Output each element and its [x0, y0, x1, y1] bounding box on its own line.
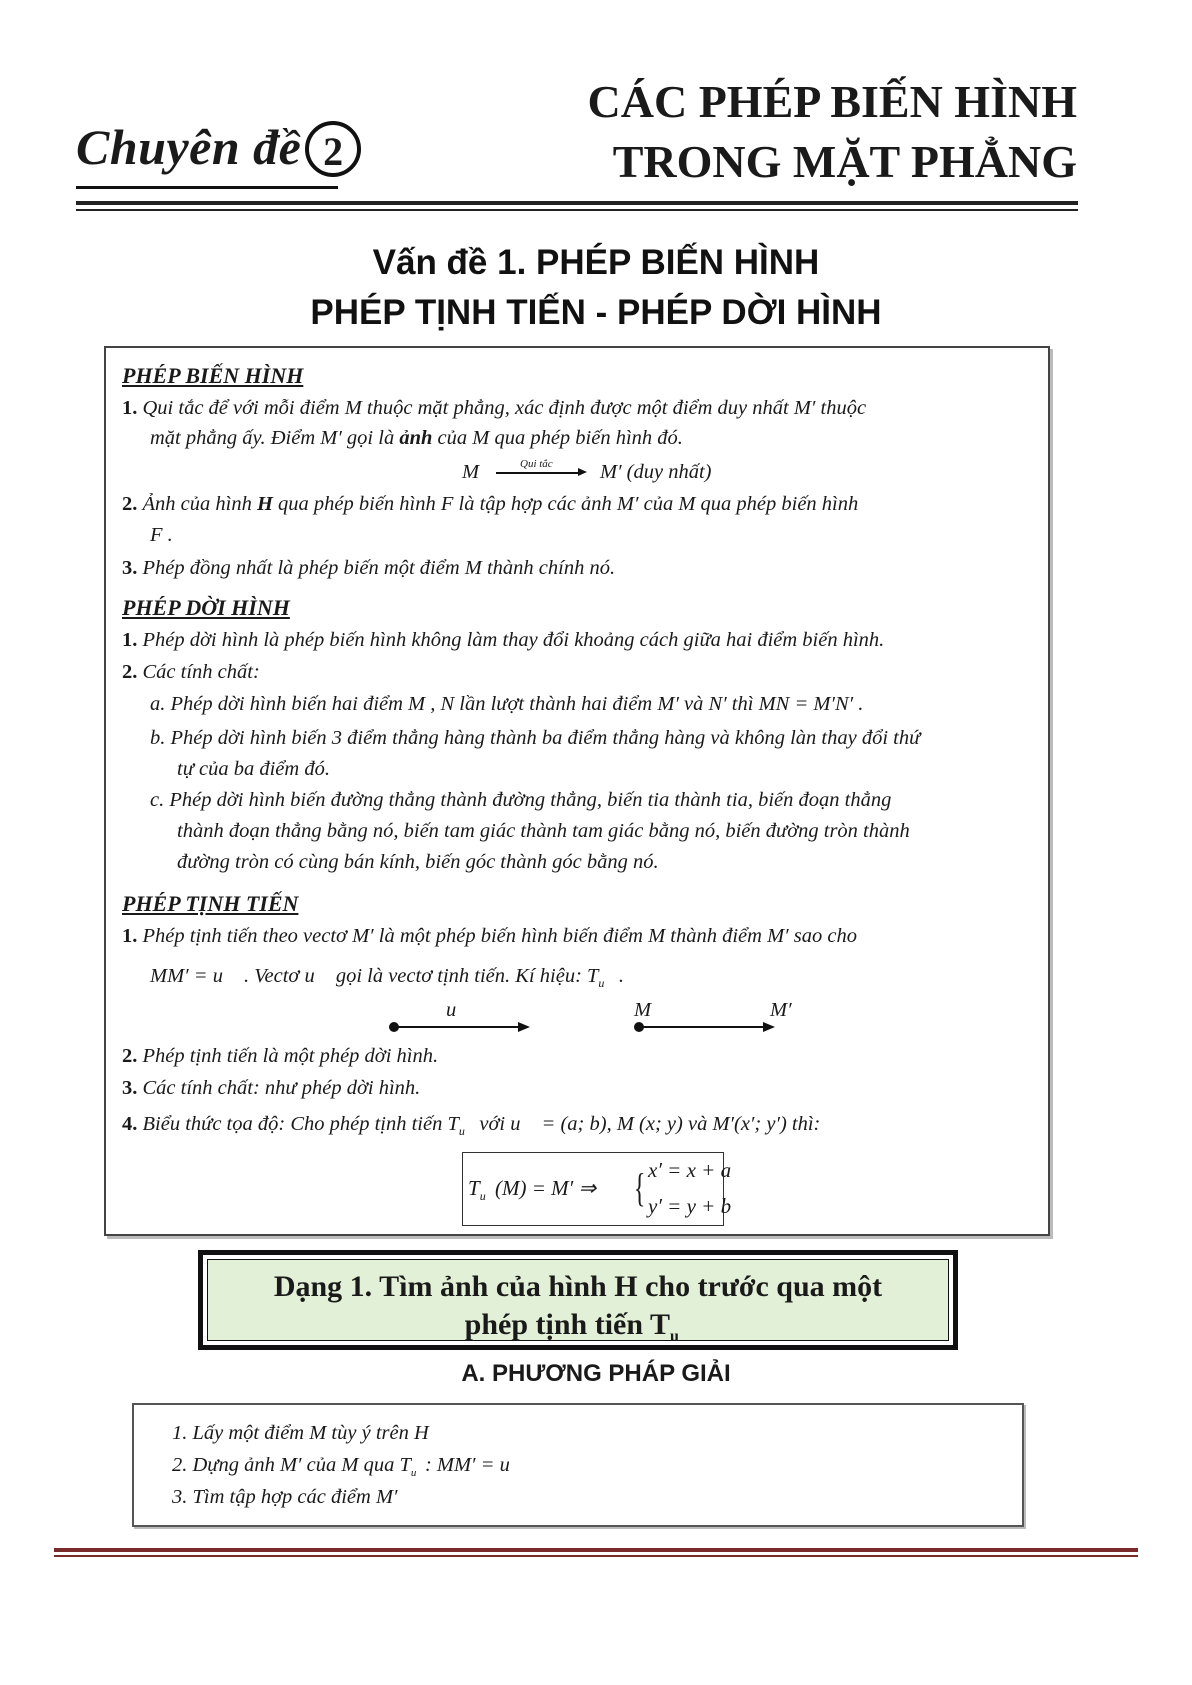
doi-hinh-prop-a: a. Phép dời hình biến hai điểm M , N lần lượt thành hai điểm M′ và N′ thì MN = M′N′ .: [150, 693, 864, 715]
series-label: Chuyên đề 2: [76, 118, 361, 181]
vector-MM-arrowhead: [763, 1022, 775, 1032]
bien-hinh-item-1-cont: mặt phẳng ấy. Điểm M′ gọi là ảnh của M qua phép biến hình đó.: [150, 427, 683, 449]
method-step-2: 2. Dựng ảnh M′ của M qua $T_{u⃗}$: MM′ = u⃗: [172, 1454, 526, 1480]
doi-hinh-prop-b: b. Phép dời hình biến 3 điểm thẳng hàng thành ba điểm thẳng hàng và không làn thay đổi thứ: [150, 727, 921, 749]
vector-MM-line: [639, 1026, 767, 1028]
formula-eq2: y′ = y + b: [648, 1194, 732, 1218]
formula-brace: {: [633, 1165, 646, 1210]
tinh-tien-item-1-cont: MM′ = u⃗ . Vectơ u⃗ gọi là vectơ tịnh tiến. Kí hiệu: $T_{u⃗}$ .: [150, 965, 625, 991]
formula-eq1: x′ = x + a: [648, 1158, 732, 1182]
doi-hinh-item-1: 1. Phép dời hình là phép biến hình không làm thay đổi khoảng cách giữa hai điểm biến hình.: [122, 629, 885, 651]
tinh-tien-item-2: 2. Phép tịnh tiến là một phép dời hình.: [122, 1045, 439, 1067]
method-step-1: 1. Lấy một điểm M tùy ý trên H: [172, 1422, 429, 1444]
series-number-badge: 2: [305, 121, 361, 177]
bien-hinh-item-1: 1. Qui tắc để với mỗi điểm M thuộc mặt phẳng, xác định được một điểm duy nhất M′ thuộc: [122, 397, 867, 419]
tinh-tien-item-1: 1. Phép tịnh tiến theo vectơ M′ là một phép biến hình biến điểm M thành điểm M′ sao cho: [122, 925, 857, 947]
section-title: Vấn đề 1. PHÉP BIẾN HÌNH PHÉP TỊNH TIẾN - PHÉP DỜI HÌNH: [310, 243, 882, 332]
heading-bien-hinh: PHÉP BIẾN HÌNH: [122, 363, 304, 388]
header-rule: [76, 201, 1078, 205]
map-label: Qui tắc: [520, 458, 553, 470]
vector-u-line: [394, 1026, 522, 1028]
footer-rule-thin: [54, 1555, 1138, 1557]
vector-M2-label: M′: [770, 999, 792, 1021]
doi-hinh-item-2: 2. Các tính chất:: [122, 661, 260, 683]
map-arrow: [496, 472, 582, 474]
vector-u-label: u⃗: [446, 999, 473, 1021]
map-to: M′ (duy nhất): [600, 461, 712, 483]
map-from: M: [462, 461, 480, 483]
vector-M-label: M: [634, 999, 652, 1021]
formula-left: $T_{u⃗}(M) = M'$ ⇒: [468, 1176, 597, 1204]
map-arrowhead: [578, 468, 587, 476]
heading-tinh-tien: PHÉP TỊNH TIẾN: [122, 891, 299, 916]
chapter-title: CÁC PHÉP BIẾN HÌNH TRONG MẶT PHẲNG: [587, 76, 1077, 187]
doi-hinh-prop-b-cont: tự của ba điểm đó.: [177, 758, 330, 780]
doi-hinh-prop-c-cont2: đường tròn có cùng bán kính, biến góc thành góc bằng nó.: [177, 851, 659, 873]
series-underline: [76, 186, 338, 189]
dang-title: Dạng 1. Tìm ảnh của hình H cho trước qua một phép tịnh tiến $T_{u⃗}$: [207, 1259, 949, 1341]
bien-hinh-item-2: 2. Ảnh của hình H qua phép biến hình F là tập hợp các ảnh M′ của M qua phép biến hình: [122, 493, 859, 515]
method-title: A. PHƯƠNG PHÁP GIẢI: [461, 1360, 731, 1387]
heading-doi-hinh: PHÉP DỜI HÌNH: [122, 595, 290, 620]
tinh-tien-item-4: 4. Biểu thức tọa độ: Cho phép tịnh tiến $T_{u⃗}$ với u⃗ = (a; b), M (x; y) và M′(x′; y′) thì:: [122, 1113, 821, 1139]
footer-rule: [54, 1548, 1138, 1552]
bien-hinh-item-3: 3. Phép đồng nhất là phép biến một điểm M thành chính nó.: [122, 557, 616, 579]
method-step-3: 3. Tìm tập hợp các điểm M′: [172, 1486, 398, 1508]
doi-hinh-prop-c: c. Phép dời hình biến đường thẳng thành đường thẳng, biến tia thành tia, biến đoạn thẳng: [150, 789, 892, 811]
tinh-tien-item-3: 3. Các tính chất: như phép dời hình.: [122, 1077, 421, 1099]
vector-u-arrowhead: [518, 1022, 530, 1032]
bien-hinh-item-2-cont: F .: [150, 524, 173, 546]
header-rule-thin: [76, 209, 1078, 211]
doi-hinh-prop-c-cont1: thành đoạn thẳng bằng nó, biến tam giác thành tam giác bằng nó, biến đường tròn thành: [177, 820, 910, 842]
dang-box: [198, 1250, 958, 1350]
